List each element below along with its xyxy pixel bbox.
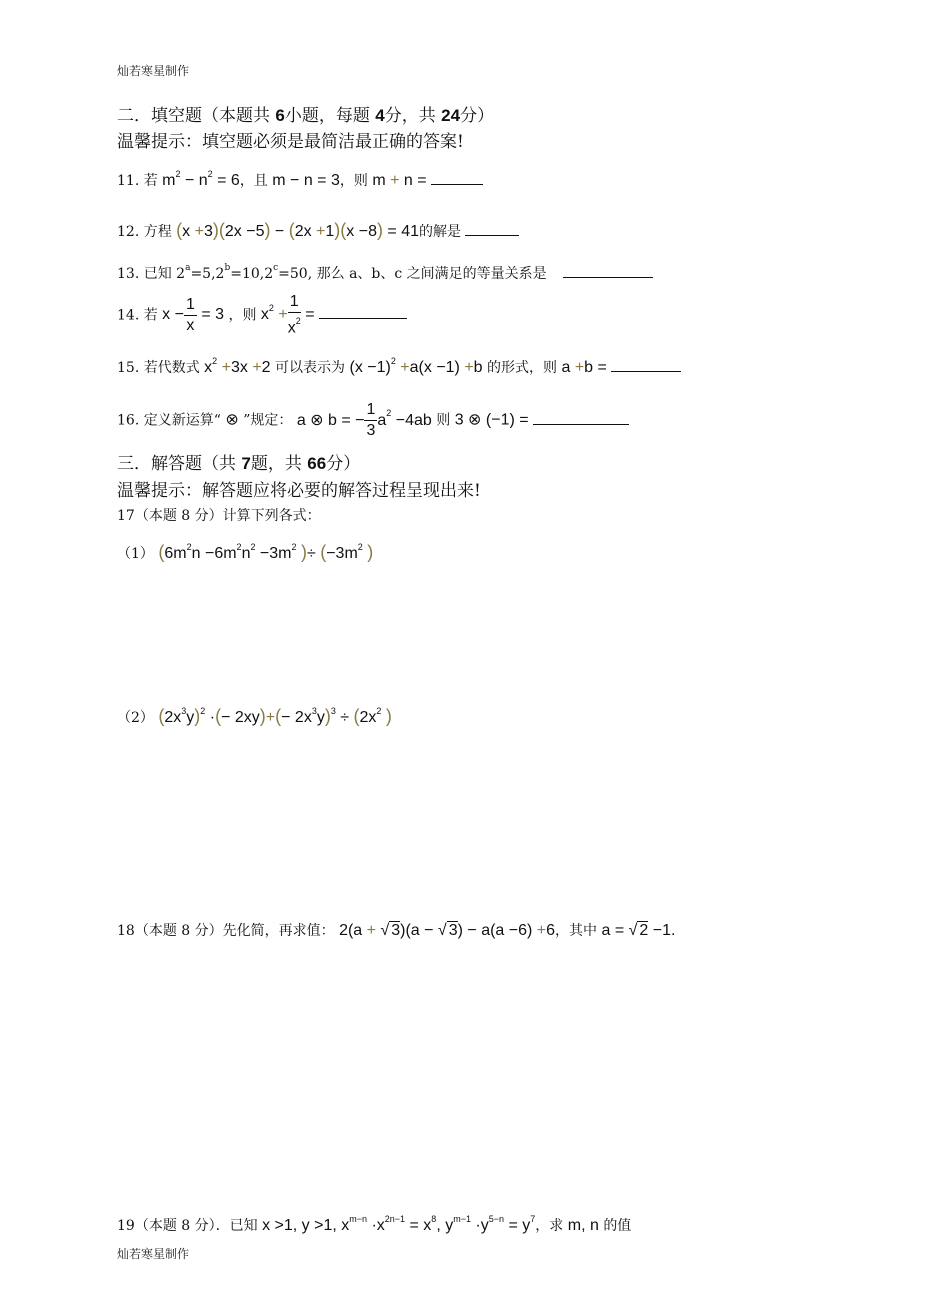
q11-label: 11. 若	[117, 173, 158, 189]
q15-ask: a +b =	[561, 359, 607, 376]
q14-answer-blank[interactable]	[319, 304, 407, 319]
q15-tail: 的形式，则	[487, 360, 558, 376]
section3-hint: 温馨提示：解答题应将必要的解答过程呈现出来!	[117, 481, 481, 501]
q15-label: 15. 若代数式	[117, 360, 200, 376]
question-13: 13. 已知 $2^a=5,2^b=10,2^c=50$, 那么 a、b、c 之间满足的等量关系是	[117, 263, 653, 283]
q11-and: ，且	[239, 173, 268, 189]
question-18	[117, 920, 675, 940]
q18-value: a = √ 2 −1.	[601, 922, 676, 939]
q12-answer-blank[interactable]	[465, 221, 519, 236]
question-19	[117, 1215, 631, 1235]
section2-title-b: 小题，每题	[284, 106, 370, 126]
header-watermark: 灿若寒星制作	[117, 64, 190, 78]
q16-definition: a ⊗ b = − $\frac{1}{3}$ $a^2 -4ab$	[296, 401, 432, 439]
section3-title-c: 分）	[326, 454, 361, 474]
q14-then: ，则	[228, 307, 257, 324]
section2-title	[117, 101, 494, 126]
section2-title-d: 分）	[460, 106, 495, 126]
section3-title	[117, 449, 360, 474]
question-14	[117, 292, 407, 338]
q19-head: 19（本题 8 分）．已知	[117, 1218, 258, 1234]
q11-then: ，则	[339, 173, 368, 189]
q19-conditions: x >1, y >1, $x^{m-n} \cdot x^{2n-1} = x^8$, $y^{m-1} \cdot y^{5-n} = y^7$	[262, 1213, 536, 1234]
q14-condition: x − $\frac{1}{x}$ = 3	[162, 295, 225, 334]
section3-title-a: 三．解答题（共	[117, 454, 236, 474]
q13-label: 13. 已知 2	[117, 266, 186, 282]
q12-tail: 的解是	[419, 224, 462, 240]
question-17-part-1	[117, 542, 373, 563]
question-15	[117, 357, 681, 377]
q17-p1-label: （1）	[117, 546, 154, 562]
q11-ask: m + n =	[372, 172, 427, 189]
question-16	[117, 400, 629, 441]
q16-answer-blank[interactable]	[533, 410, 629, 425]
q16-label: 16. 定义新运算“	[117, 412, 221, 429]
section3-title-b: 题，共	[250, 454, 302, 474]
section3-total: 66	[307, 454, 327, 473]
section2-total: 24	[441, 106, 461, 125]
q16-then: 则	[436, 412, 451, 429]
question-12	[117, 220, 519, 241]
q15-expression: $x^2 +3x +2$	[204, 355, 271, 376]
q18-head: 18（本题 8 分）先化简，再求值：	[117, 923, 335, 939]
q11-equation-2: m − n = 3	[272, 172, 340, 189]
section2-title-c: 分，共	[384, 106, 436, 126]
q15-mid: 可以表示为	[275, 360, 346, 376]
q17-p2-label: （2）	[117, 710, 154, 726]
q18-mid: ，其中	[555, 923, 598, 939]
otimes-icon: ⊗	[225, 411, 239, 429]
question-17-head: 17（本题 8 分）计算下列各式：	[117, 508, 321, 524]
section2-hint: 温馨提示：填空题必须是最简洁最正确的答案!	[117, 132, 464, 152]
q19-ask: m, n	[567, 1217, 599, 1234]
q12-equation: (x +3)(2x −5) − (2x +1)(x −8) = 41	[176, 220, 420, 240]
q19-tail: ，求	[535, 1218, 564, 1234]
q19-end: 的值	[603, 1218, 632, 1234]
q13-answer-blank[interactable]	[563, 263, 653, 278]
q15-form: $(x -1)^2 +a(x -1) +b$	[349, 355, 483, 376]
q14-label: 14. 若	[117, 307, 158, 324]
q16-rule-label: ”规定：	[243, 412, 293, 429]
q11-answer-blank[interactable]	[431, 170, 483, 185]
q15-answer-blank[interactable]	[611, 357, 681, 372]
section2-count: 6	[275, 106, 285, 125]
q17-p2-expression: $(2x^3y)^2$ ·(− $2xy)+(- 2x^3y)^3 \div (2x^2$ )	[158, 705, 392, 726]
q16-ask: 3 ⊗ (−1) =	[454, 411, 529, 429]
q12-label: 12. 方程	[117, 224, 172, 240]
question-17-part-2	[117, 706, 392, 727]
q14-ask: $x^2$ + $\frac{1}{x^2}$ =	[260, 293, 315, 337]
q17-p1-expression: ($6m^2n -6m^2n^2 -3m^2$ )÷ ($-3m^2$ )	[158, 541, 374, 562]
section2-points-each: 4	[375, 106, 385, 125]
section2-title-a: 二．填空题（本题共	[117, 106, 270, 126]
q11-equation-1: $m^2 - n^2 = 6$	[162, 168, 240, 189]
footer-watermark: 灿若寒星制作	[117, 1247, 190, 1261]
question-11	[117, 170, 483, 190]
q18-expression: 2(a + √ 3)(a − √ 3) − a(a −6) +6	[339, 922, 556, 939]
section3-count: 7	[241, 454, 251, 473]
